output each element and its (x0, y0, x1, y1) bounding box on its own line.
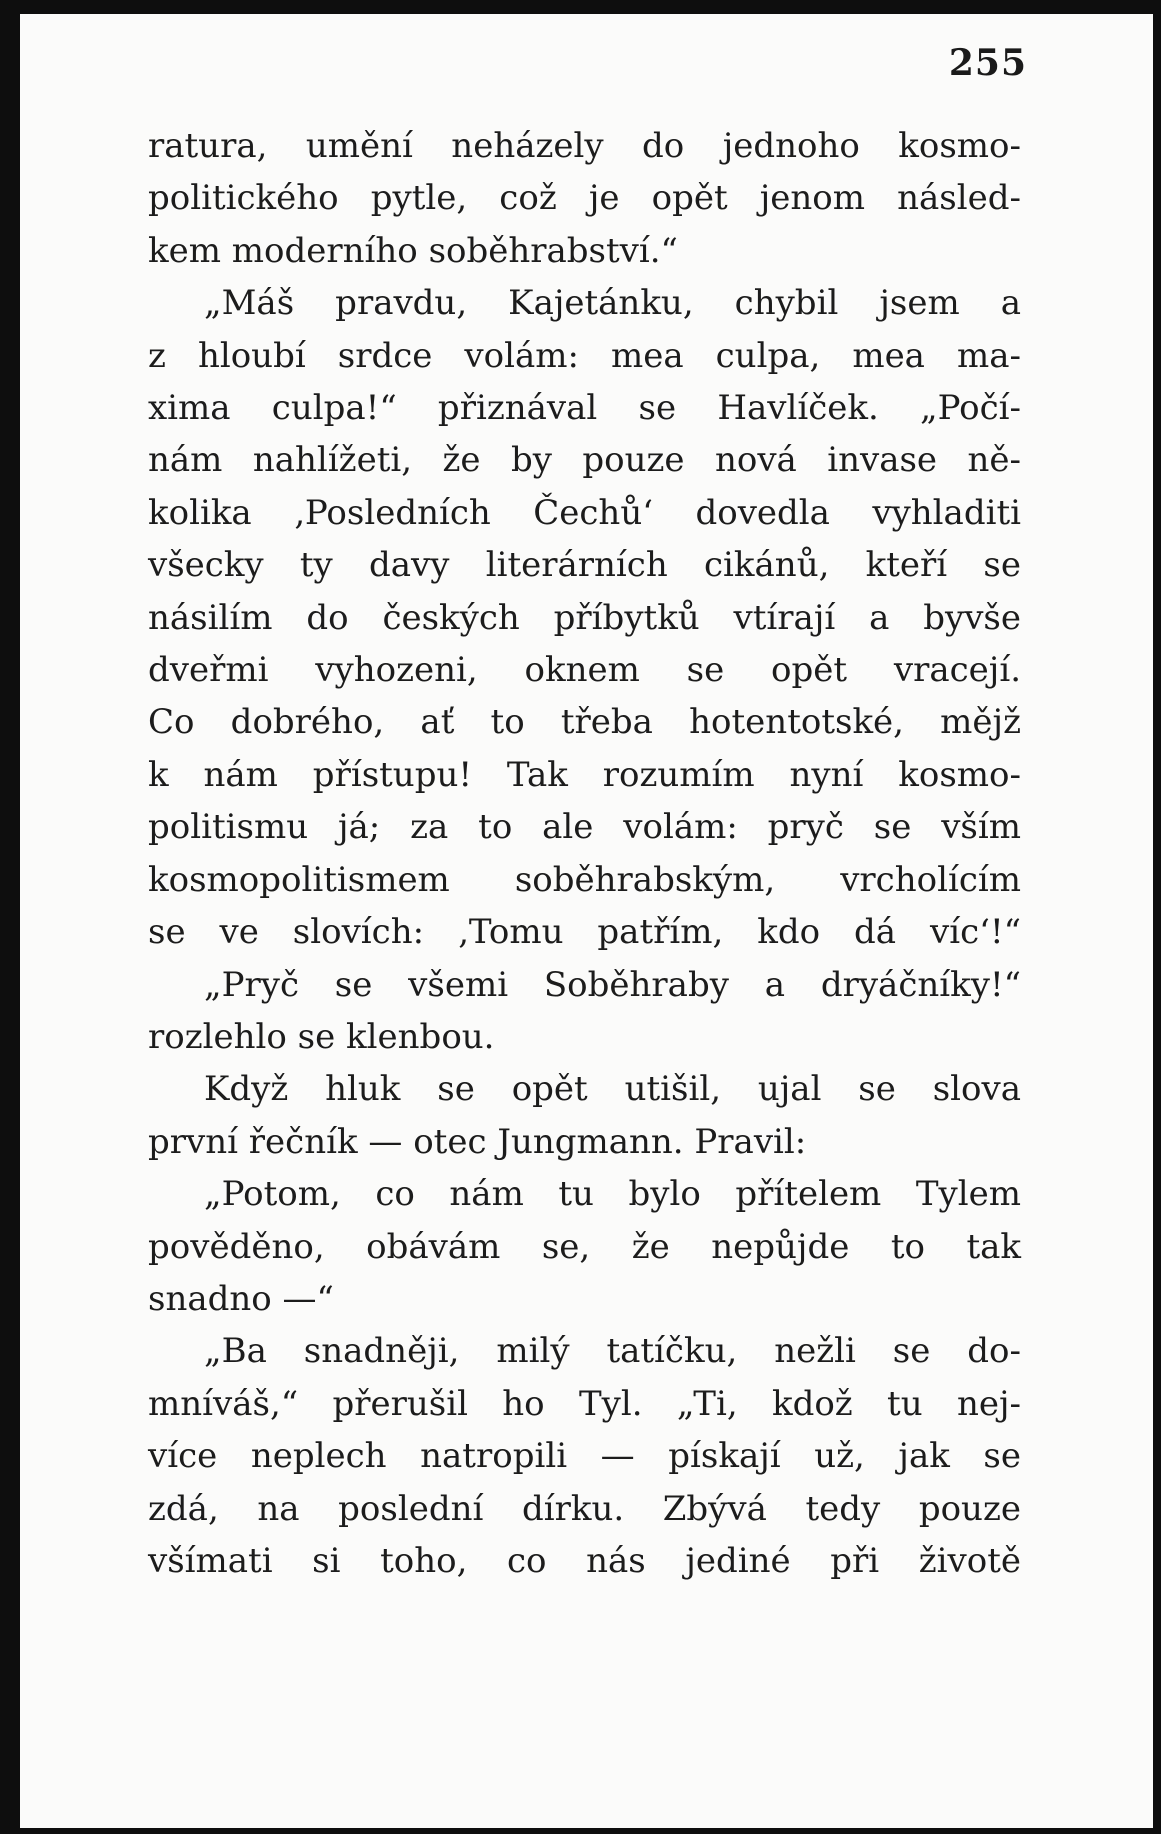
text-line: více neplech natropili — pískají už, jak se (148, 1436, 1021, 1477)
body-text (148, 120, 1021, 1587)
text-line: Když hluk se opět utišil, ujal se slova (204, 1069, 1021, 1110)
text-line: pověděno, obávám se, že nepůjde to tak (148, 1226, 1021, 1267)
text-line: „Potom, co nám tu bylo přítelem Tylem (204, 1174, 1021, 1215)
book-page (20, 14, 1153, 1828)
text-line: „Máš pravdu, Kajetánku, chybil jsem a (204, 283, 1021, 324)
text-line: xima culpa!“ přiznával se Havlíček. „Počí- (148, 388, 1021, 429)
text-line: kolika ‚Posledních Čechů‘ dovedla vyhladiti (148, 492, 1021, 533)
text-line: ratura, umění neházely do jednoho kosmo- (148, 126, 1021, 166)
text-line: snadno —“ (148, 1278, 334, 1319)
text-line: rozlehlo se klenbou. (148, 1016, 495, 1057)
text-line: zdá, na poslední dírku. Zbývá tedy pouze (148, 1488, 1021, 1529)
text-line: z hloubí srdce volám: mea culpa, mea ma- (148, 335, 1021, 376)
text-line: všímati si toho, co nás jediné při životě (148, 1540, 1021, 1581)
text-line: se ve slovích: ‚Tomu patřím, kdo dá víc‘!“ (148, 912, 1021, 953)
text-line: k nám přístupu! Tak rozumím nyní kosmo- (148, 754, 1021, 795)
text-line: kem moderního soběhrabství.“ (148, 230, 678, 271)
text-line: „Pryč se všemi Soběhraby a dryáčníky!“ (204, 964, 1021, 1005)
text-line: kosmopolitismem soběhrabským, vrcholícím (148, 859, 1021, 900)
text-line: „Ba snadněji, milý tatíčku, nežli se do- (204, 1331, 1021, 1372)
text-line: mníváš,“ přerušil ho Tyl. „Ti, kdož tu nej- (148, 1383, 1021, 1424)
text-line: první řečník — otec Jungmann. Pravil: (148, 1121, 807, 1162)
text-line: politismu já; za to ale volám: pryč se vším (148, 807, 1021, 848)
text-line: Co dobrého, ať to třeba hotentotské, mějž (148, 702, 1021, 743)
text-line: politického pytle, což je opět jenom násled- (148, 178, 1021, 219)
text-line: všecky ty davy literárních cikánů, kteří se (148, 545, 1021, 586)
text-line: nám nahlížeti, že by pouze nová invase ně- (148, 440, 1021, 481)
text-line: násilím do českých příbytků vtírají a byvše (148, 597, 1021, 638)
page-number: 255 (948, 42, 1027, 84)
text-line: dveřmi vyhozeni, oknem se opět vracejí. (148, 650, 1021, 691)
